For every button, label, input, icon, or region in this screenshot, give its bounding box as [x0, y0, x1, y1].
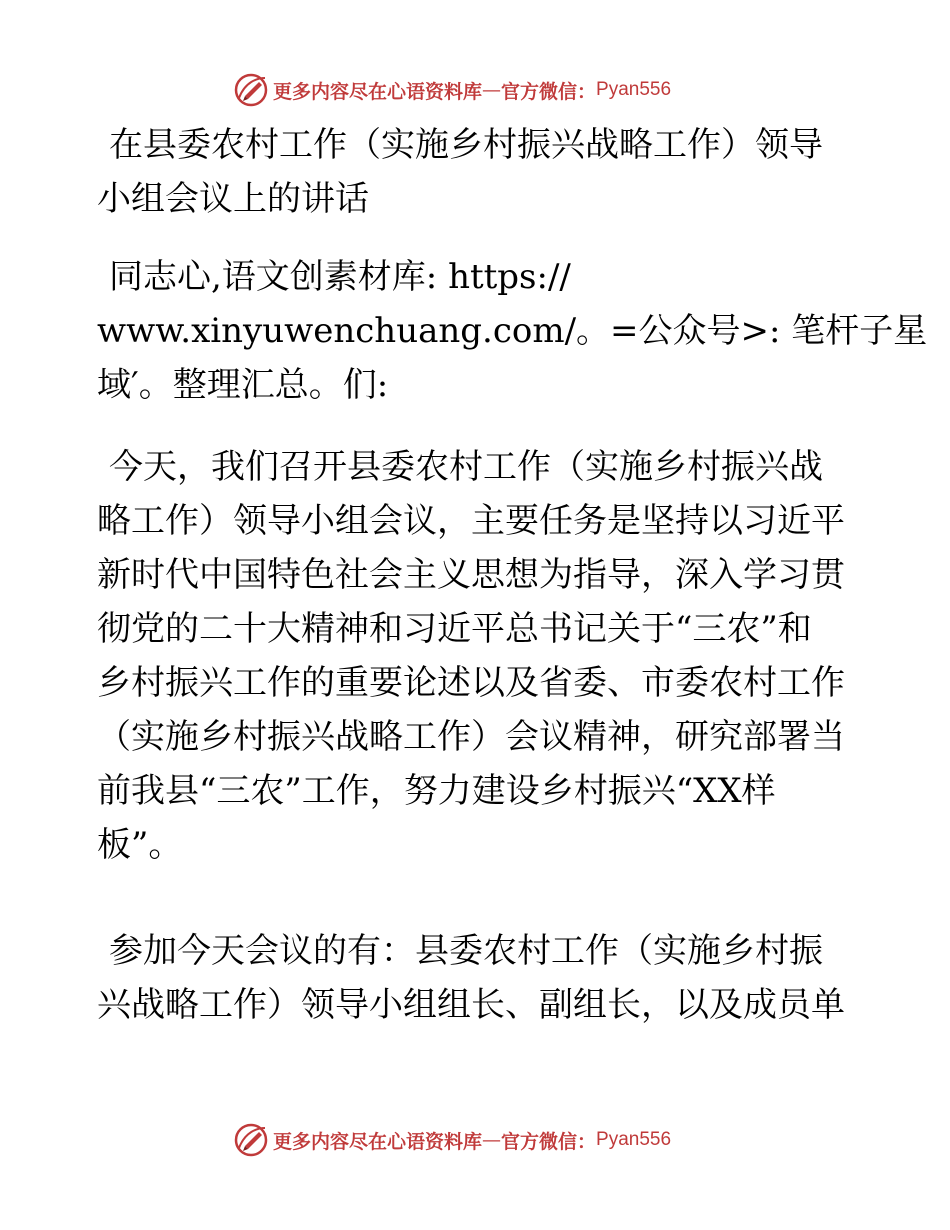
- banner-dash: —: [482, 79, 502, 101]
- paragraph-line: 参加今天会议的有：县委农村工作（实施乡村振: [109, 931, 823, 971]
- salutation-line: 域′。整理汇总。们:: [97, 365, 389, 405]
- banner-dash: —: [482, 1129, 502, 1151]
- document-body: [97, 118, 857, 226]
- paragraph-line: 乡村振兴工作的重要论述以及省委、市委农村工作: [97, 663, 845, 703]
- title-line: 在县委农村工作（实施乡村振兴战略工作）领导: [109, 125, 823, 165]
- footer-watermark-banner: [233, 1120, 713, 1160]
- paragraph-2: [97, 924, 857, 1032]
- banner-wechat-id: Pyan556: [596, 1129, 672, 1150]
- paragraph-line: 兴战略工作）领导小组组长、副组长，以及成员单: [97, 985, 845, 1025]
- salutation: [97, 250, 928, 412]
- title-line: 小组会议上的讲话: [97, 179, 369, 219]
- paragraph-line: （实施乡村振兴战略工作）会议精神，研究部署当: [97, 717, 845, 757]
- paragraph-line: 新时代中国特色社会主义思想为指导，深入学习贯: [97, 555, 845, 595]
- pen-logo-icon: [233, 72, 269, 108]
- paragraph-line: 彻党的二十大精神和习近平总书记关于“三农”和: [97, 609, 812, 649]
- header-watermark-banner: [233, 70, 713, 110]
- paragraph-line: 今天，我们召开县委农村工作（实施乡村振兴战: [109, 447, 823, 487]
- banner-text: 更多内容尽在心语资料库: [273, 1130, 483, 1153]
- paragraph-1: [97, 440, 857, 872]
- salutation-line: 同志心,语文创素材库: https://: [109, 257, 571, 297]
- banner-text: 更多内容尽在心语资料库: [273, 80, 483, 103]
- banner-wechat-label: 官方微信：: [501, 1130, 597, 1153]
- salutation-line: www.xinyuwenchuang.com/。=公众号>: 笔杆子星: [97, 311, 928, 351]
- paragraph-line: 前我县“三农”工作，努力建设乡村振兴“XX样: [97, 771, 776, 811]
- banner-wechat-id: Pyan556: [596, 79, 672, 100]
- banner-wechat-label: 官方微信：: [501, 80, 597, 103]
- paragraph-line: 略工作）领导小组会议，主要任务是坚持以习近平: [97, 501, 845, 541]
- pen-logo-icon: [233, 1122, 269, 1158]
- paragraph-line: 板”。: [97, 825, 183, 865]
